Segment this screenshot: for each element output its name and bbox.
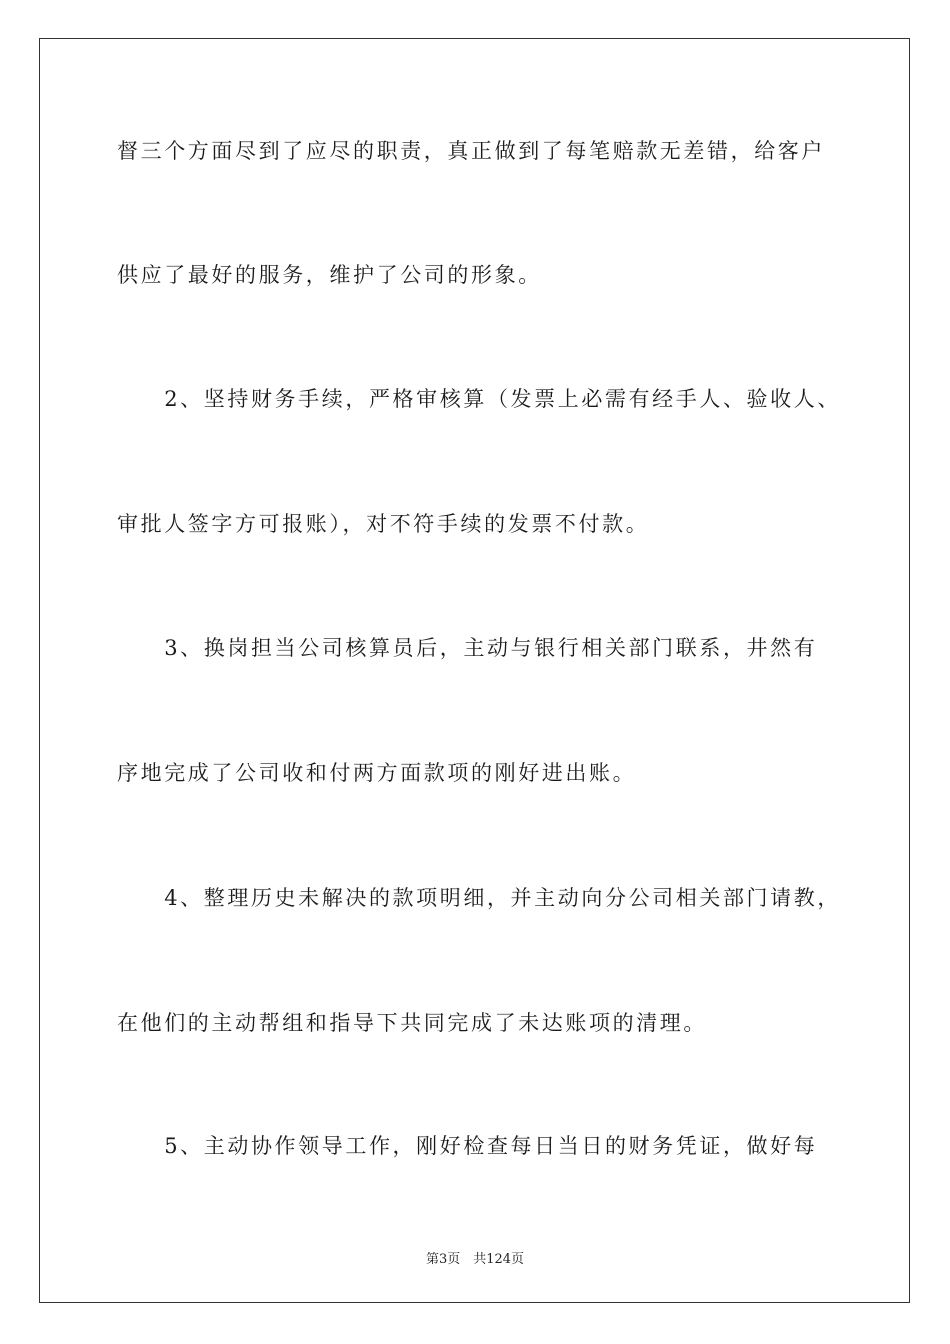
body-text-line: 4、整理历史未解决的款项明细，并主动向分公司相关部门请教，: [117, 886, 841, 910]
body-text-line: 审批人签字方可报账），对不符手续的发票不付款。: [117, 512, 650, 536]
page-number: 第3页 共124页: [425, 1252, 525, 1267]
body-text-line: 3、换岗担当公司核算员后，主动与银行相关部门联系，井然有: [117, 636, 818, 660]
body-text-line: 供应了最好的服务，维护了公司的形象。: [117, 263, 542, 287]
body-text-line: 督三个方面尽到了应尽的职责，真正做到了每笔赔款无差错，给客户: [117, 139, 825, 163]
body-text-line: 2、坚持财务手续，严格审核算（发票上必需有经手人、验收人、: [117, 387, 841, 411]
body-text-line: 在他们的主动帮组和指导下共同完成了未达账项的清理。: [117, 1011, 707, 1035]
body-text-line: 序地完成了公司收和付两方面款项的刚好进出账。: [117, 761, 637, 785]
body-text-line: 5、主动协作领导工作，刚好检查每日当日的财务凭证，做好每: [117, 1134, 818, 1158]
page-border: [39, 38, 910, 1303]
